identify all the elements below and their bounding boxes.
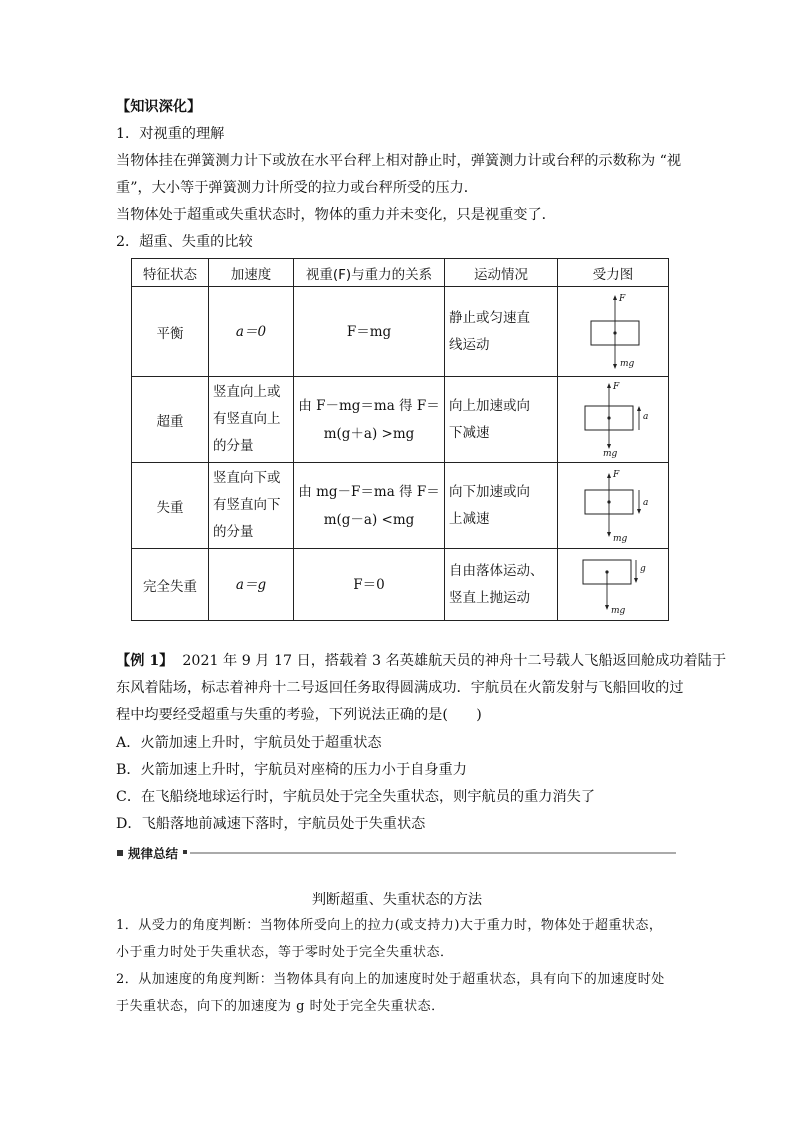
section-tag: 【知识深化】 (116, 99, 202, 115)
column-header: 加速度 (209, 259, 294, 287)
summary-bar (116, 846, 678, 860)
table-row (132, 463, 669, 549)
relation-cell: F＝0 (294, 549, 445, 621)
option-a: A．火箭加速上升时，宇航员处于超重状态 (116, 735, 382, 751)
example-line: 东风着陆场，标志着神舟十二号返回任务取得圆满成功．宇航员在火箭发射与飞船回收的过 (116, 680, 684, 696)
column-header: 受力图 (558, 259, 669, 287)
relation-cell: F＝mg (294, 287, 445, 377)
state-cell: 平衡 (132, 287, 209, 377)
force-diagram-underweight (563, 466, 663, 546)
example-line: 【例 1】 2021 年 9 月 17 日，搭载着 3 名英雄航天员的神舟十二号载人飞船返回舱成功着陆于 (116, 653, 727, 669)
column-header: 特征状态 (132, 259, 209, 287)
force-label: F (619, 293, 626, 304)
force-diagram-cell (558, 549, 669, 621)
summary-line: 于失重状态，向下的加速度为 g 时处于完全失重状态． (116, 999, 445, 1014)
accel-cell: 竖直向下或 有竖直向下 的分量 (209, 463, 294, 549)
option-c: C．在飞船绕地球运行时，宇航员处于完全失重状态，则宇航员的重力消失了 (116, 789, 596, 805)
force-diagram-balance (563, 292, 663, 372)
paragraph-line: 重”，大小等于弹簧测力计所受的拉力或台秤所受的压力． (116, 180, 478, 196)
motion-cell: 向下加速或向 上减速 (445, 463, 558, 549)
force-diagram-overweight (563, 380, 663, 460)
accel-cell: a＝0 (209, 287, 294, 377)
table-row (132, 549, 669, 621)
column-header: 运动情况 (445, 259, 558, 287)
summary-label: 规律总结 (128, 846, 179, 861)
accel-label: a (643, 497, 649, 508)
gravity-label: mg (603, 448, 618, 459)
force-diagram-cell (558, 287, 669, 377)
gravity-label: mg (620, 358, 635, 369)
relation-cell: 由 mg－F＝ma 得 F＝ m(g－a) <mg (294, 463, 445, 549)
state-cell: 失重 (132, 463, 209, 549)
paragraph-line: 当物体处于超重或失重状态时，物体的重力并未变化，只是视重变了． (116, 207, 556, 223)
force-diagram-weightless (563, 552, 663, 618)
force-label: F (613, 381, 620, 392)
force-diagram-cell (558, 377, 669, 463)
accel-cell: 竖直向上或 有竖直向上 的分量 (209, 377, 294, 463)
accel-cell: a＝g (209, 549, 294, 621)
paragraph-line: 当物体挂在弹簧测力计下或放在水平台秤上相对静止时，弹簧测力计或台秤的示数称为 “视 (116, 153, 682, 169)
force-label: F (613, 469, 620, 480)
summary-line: 1．从受力的角度判断：当物体所受向上的拉力(或支持力)大于重力时，物体处于超重状态， (116, 918, 663, 933)
motion-cell: 静止或匀速直 线运动 (445, 287, 558, 377)
summary-title: 判断超重、失重状态的方法 (311, 892, 483, 908)
g-label: g (640, 563, 646, 574)
column-header: 视重(F)与重力的关系 (294, 259, 445, 287)
table-row (132, 377, 669, 463)
heading-apparent-weight: 1．对视重的理解 (116, 126, 225, 142)
state-cell: 超重 (132, 377, 209, 463)
comparison-table (131, 258, 669, 621)
option-b: B．火箭加速上升时，宇航员对座椅的压力小于自身重力 (116, 762, 467, 778)
relation-cell: 由 F－mg＝ma 得 F＝ m(g＋a) >mg (294, 377, 445, 463)
gravity-label: mg (611, 605, 626, 616)
motion-cell: 向上加速或向 下减速 (445, 377, 558, 463)
accel-label: a (643, 411, 649, 422)
state-cell: 完全失重 (132, 549, 209, 621)
option-d: D．飞船落地前减速下落时，宇航员处于失重状态 (116, 816, 426, 832)
summary-line: 小于重力时处于失重状态，等于零时处于完全失重状态． (116, 945, 454, 960)
table-header-row (132, 259, 669, 287)
summary-line: 2．从加速度的角度判断：当物体具有向上的加速度时处于超重状态，具有向下的加速度时处 (116, 972, 665, 987)
table-row (132, 287, 669, 377)
motion-cell: 自由落体运动、 竖直上抛运动 (445, 549, 558, 621)
example-line: 程中均要经受超重与失重的考验，下列说法正确的是( ) (116, 707, 482, 723)
heading-comparison: 2．超重、失重的比较 (116, 234, 253, 250)
gravity-label: mg (613, 533, 628, 544)
force-diagram-cell (558, 463, 669, 549)
